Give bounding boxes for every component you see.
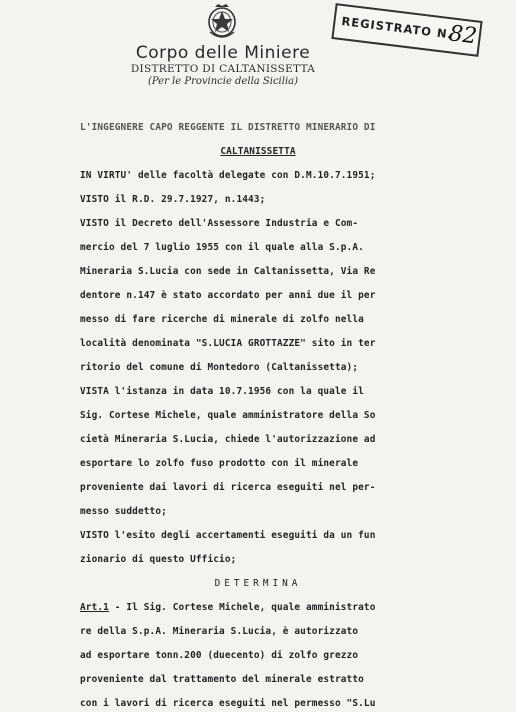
article-line: con i lavori di ricerca eseguiti nel permesso "S.Lu [80,698,376,709]
article-line: re della S.p.A. Mineraria S.Lucia, è autorizzato [80,626,359,637]
article-1-line [80,602,376,613]
body-line: VISTA l'istanza in data 10.7.1956 con la quale il [80,386,364,397]
letterhead [120,44,326,88]
registration-stamp [331,3,482,57]
letterhead-district: DISTRETTO DI CALTANISSETTA [130,63,316,75]
body-line: VISTO l'esito degli accertamenti eseguiti da un fun [80,530,376,541]
body-line: VISTO il Decreto dell'Assessore Industria e Com- [80,218,359,229]
body-line: VISTO il R.D. 29.7.1927, n.1443; [80,194,266,205]
letterhead-title: Corpo delle Miniere [135,43,311,63]
determina-heading: DETERMINA [214,578,302,589]
body-line: ritorio del comune di Montedoro (Caltanissetta); [80,362,359,373]
body-line: IN VIRTU' delle facoltà delegate con D.M.10.7.1951; [80,170,376,181]
body-line: località denominata "S.LUCIA GROTTAZZE" sito in ter [80,338,376,349]
body-line: cietà Mineraria S.Lucia, chiede l'autorizzazione ad [80,434,376,445]
body-line: messo di fare ricerche di minerale di zolfo nella [80,314,364,325]
letterhead-province: (Per le Provincie della Sicilia) [147,76,299,87]
article-line: ad esportare tonn.200 (duecento) di zolfo grezzo [80,650,359,661]
body-line: proveniente dai lavori di ricerca eseguiti nel per- [80,482,376,493]
body-line: messo suddetto; [80,506,167,517]
body-line: mercio del 7 luglio 1955 con il quale alla S.p.A. [80,242,364,253]
body-line: Mineraria S.Lucia con sede in Caltanissetta, Via Re [80,266,376,277]
article-label: Art.1 [80,602,109,613]
stamp-label: REGISTRATO N. [340,14,454,42]
coat-of-arms-emblem-icon [204,2,240,40]
body-line: Sig. Cortese Michele, quale amministratore della So [80,410,376,421]
document-heading: L'INGEGNERE CAPO REGGENTE IL DISTRETTO MINERARIO DI [80,122,376,133]
body-line: esportare lo zolfo fuso prodotto con il minerale [80,458,359,469]
body-line: dentore n.147 è stato accordato per anni due il per [80,290,376,301]
body-line: zionario di questo Ufficio; [80,554,237,565]
article-line: proveniente dal trattamento del minerale estratto [80,674,364,685]
article-text: - Il Sig. Cortese Michele, quale amministrato [108,602,376,613]
stamp-number: 82 [447,21,479,50]
document-city: CALTANISSETTA [220,146,296,157]
